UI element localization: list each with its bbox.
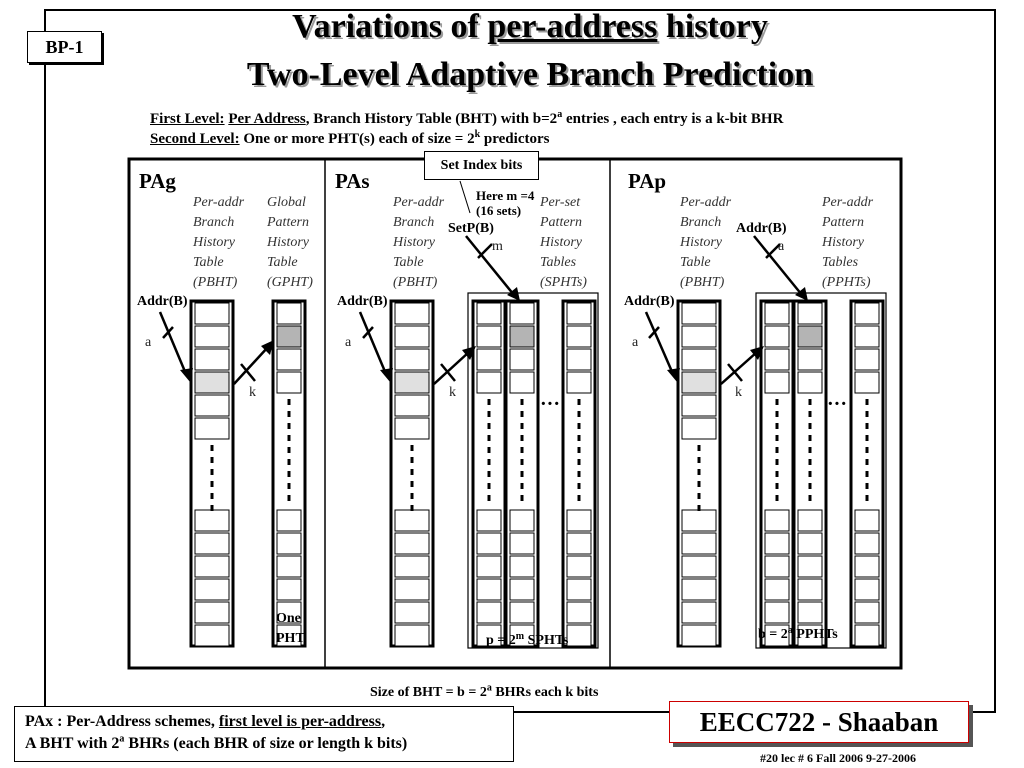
pap-addr2-label: Addr(B) bbox=[736, 221, 787, 236]
table-cell bbox=[682, 579, 716, 600]
table-cell bbox=[798, 579, 822, 600]
ellipsis-dot bbox=[776, 483, 779, 489]
pag-bottom-label-2: PHT bbox=[276, 631, 305, 646]
table-cell bbox=[798, 510, 822, 531]
table-cell bbox=[682, 303, 716, 324]
table-cell bbox=[855, 326, 879, 347]
ellipsis-dot bbox=[578, 435, 581, 441]
pas-tables-ellipsis: ··· bbox=[540, 393, 561, 415]
table-cell bbox=[765, 579, 789, 600]
ellipsis-dot bbox=[488, 447, 491, 453]
ellipsis-dot bbox=[288, 471, 291, 477]
title-part: Variations of bbox=[292, 8, 488, 45]
ellipsis-dot bbox=[578, 447, 581, 453]
pap-ppht-label-1: Per-addr bbox=[822, 195, 874, 210]
table-cell bbox=[567, 372, 591, 393]
table-cell bbox=[510, 602, 534, 623]
ellipsis-dot bbox=[698, 469, 701, 475]
table-cell bbox=[567, 625, 591, 646]
pas-pbht-label-2: Branch bbox=[393, 215, 435, 230]
per-address-label: Per Address bbox=[228, 111, 306, 127]
table-cell bbox=[855, 625, 879, 646]
pas-setp-strike bbox=[478, 244, 492, 258]
pas-spht-label-1: Per-set bbox=[540, 195, 581, 210]
table-cell bbox=[855, 372, 879, 393]
table-cell bbox=[277, 372, 301, 393]
table-cell bbox=[195, 303, 229, 324]
pap-bottom-pre: b = 2 bbox=[758, 627, 788, 642]
ellipsis-dot bbox=[776, 423, 779, 429]
table-cell bbox=[798, 349, 822, 370]
table-cell bbox=[395, 372, 429, 393]
ellipsis-dot bbox=[809, 435, 812, 441]
pag-pbht-label-3: History bbox=[193, 235, 235, 250]
table-cell bbox=[510, 349, 534, 370]
desc-text: predictors bbox=[480, 131, 550, 147]
pas-m-label: m bbox=[492, 239, 503, 254]
ellipsis-dot bbox=[288, 423, 291, 429]
table-cell bbox=[567, 510, 591, 531]
table-cell bbox=[395, 510, 429, 531]
ellipsis-dot bbox=[866, 435, 869, 441]
ellipsis-dot bbox=[809, 423, 812, 429]
here-note-line-2: (16 sets) bbox=[476, 203, 522, 218]
ellipsis-dot bbox=[578, 483, 581, 489]
ellipsis-dot bbox=[866, 495, 869, 501]
pag-pbht-label-1: Per-addr bbox=[193, 195, 245, 210]
table-cell bbox=[195, 349, 229, 370]
table-cell bbox=[855, 510, 879, 531]
table-cell bbox=[682, 395, 716, 416]
table-cell bbox=[567, 303, 591, 324]
pap-a2-label: a bbox=[778, 239, 785, 254]
pas-k-label: k bbox=[449, 385, 456, 400]
table-cell bbox=[277, 556, 301, 577]
ellipsis-dot bbox=[866, 471, 869, 477]
course-label: EECC722 - Shaaban bbox=[669, 701, 969, 743]
table-cell bbox=[395, 625, 429, 646]
pag-pbht-table bbox=[191, 301, 233, 646]
pap-pbht-label-2: Branch bbox=[680, 215, 722, 230]
title-part: history bbox=[657, 8, 768, 45]
pas-addr-label: Addr(B) bbox=[337, 294, 388, 309]
table-cell bbox=[395, 602, 429, 623]
table-cell bbox=[195, 579, 229, 600]
caption-text: Size of BHT = b = 2 bbox=[370, 685, 487, 700]
ellipsis-dot bbox=[488, 495, 491, 501]
table-cell bbox=[277, 579, 301, 600]
table-cell bbox=[682, 326, 716, 347]
ellipsis-dot bbox=[411, 493, 414, 499]
slide-footer: #20 lec # 6 Fall 2006 9-27-2006 bbox=[760, 751, 916, 765]
pag-k-arrow bbox=[234, 347, 268, 384]
pap-ppht-table-1 bbox=[761, 301, 793, 646]
ellipsis-dot bbox=[521, 435, 524, 441]
ellipsis-dot bbox=[288, 411, 291, 417]
ellipsis-dot bbox=[866, 447, 869, 453]
ellipsis-dot bbox=[411, 469, 414, 475]
ellipsis-dot bbox=[411, 457, 414, 463]
ellipsis-dot bbox=[776, 459, 779, 465]
pax-underlined: first level is per-address bbox=[218, 713, 382, 730]
pag-bottom-label-1: One bbox=[276, 611, 301, 626]
pas-spht-label-2: Pattern bbox=[540, 215, 582, 230]
table-cell bbox=[682, 510, 716, 531]
ellipsis-dot bbox=[866, 459, 869, 465]
table-cell bbox=[395, 556, 429, 577]
ellipsis-dot bbox=[809, 471, 812, 477]
table-cell bbox=[798, 602, 822, 623]
pas-pbht-label-1: Per-addr bbox=[393, 195, 445, 210]
pax-text: , bbox=[381, 713, 386, 730]
pag-gpht-label-4: Table bbox=[267, 255, 298, 270]
table-cell bbox=[765, 326, 789, 347]
pax-summary-box bbox=[14, 706, 514, 762]
pag-gpht-label-1: Global bbox=[267, 195, 306, 210]
table-cell bbox=[510, 579, 534, 600]
pap-pbht-label-4: Table bbox=[680, 255, 711, 270]
table-cell bbox=[477, 372, 501, 393]
table-cell bbox=[855, 556, 879, 577]
table-cell bbox=[195, 395, 229, 416]
pas-k-arrow bbox=[434, 352, 469, 384]
table-cell bbox=[477, 579, 501, 600]
ellipsis-dot bbox=[698, 481, 701, 487]
ellipsis-dot bbox=[211, 505, 214, 511]
ellipsis-dot bbox=[578, 411, 581, 417]
table-cell bbox=[682, 372, 716, 393]
ellipsis-dot bbox=[809, 411, 812, 417]
pag-gpht-label-3: History bbox=[267, 235, 309, 250]
table-cell bbox=[195, 418, 229, 439]
ellipsis-dot bbox=[866, 399, 869, 405]
table-cell bbox=[195, 533, 229, 554]
ellipsis-dot bbox=[288, 399, 291, 405]
pap-pbht-label-5: (PBHT) bbox=[680, 275, 725, 290]
pax-sup: a bbox=[119, 733, 125, 745]
pas-spht-label-5: (SPHTs) bbox=[540, 275, 587, 290]
table-cell bbox=[277, 326, 301, 347]
pap-bottom-label bbox=[758, 625, 838, 642]
ellipsis-dot bbox=[866, 411, 869, 417]
table-cell bbox=[277, 510, 301, 531]
table-cell bbox=[510, 303, 534, 324]
ellipsis-dot bbox=[698, 445, 701, 451]
ellipsis-dot bbox=[211, 457, 214, 463]
ellipsis-dot bbox=[698, 505, 701, 511]
ellipsis-dot bbox=[288, 459, 291, 465]
table-cell bbox=[277, 533, 301, 554]
table-cell bbox=[798, 303, 822, 324]
table-cell bbox=[510, 533, 534, 554]
pax-text: BHRs (each BHR of size or length k bits) bbox=[124, 735, 408, 752]
ellipsis-dot bbox=[866, 423, 869, 429]
table-cell bbox=[395, 533, 429, 554]
pap-a-label: a bbox=[632, 335, 639, 350]
table-cell bbox=[477, 556, 501, 577]
title-underlined-part: per-address bbox=[487, 8, 658, 45]
table-cell bbox=[395, 579, 429, 600]
pap-bottom-post: PPHTs bbox=[792, 627, 838, 642]
pas-spht-table-1 bbox=[473, 301, 505, 646]
ellipsis-dot bbox=[578, 423, 581, 429]
ellipsis-dot bbox=[488, 483, 491, 489]
table-cell bbox=[510, 372, 534, 393]
ellipsis-dot bbox=[698, 493, 701, 499]
ellipsis-dot bbox=[488, 459, 491, 465]
ellipsis-dot bbox=[411, 445, 414, 451]
table-cell bbox=[195, 602, 229, 623]
ellipsis-dot bbox=[211, 445, 214, 451]
pag-pbht-label-4: Table bbox=[193, 255, 224, 270]
table-cell bbox=[395, 395, 429, 416]
pag-a-label: a bbox=[145, 335, 152, 350]
ellipsis-dot bbox=[776, 435, 779, 441]
table-cell bbox=[682, 349, 716, 370]
pap-pbht-table bbox=[678, 301, 720, 646]
ellipsis-dot bbox=[809, 483, 812, 489]
ellipsis-dot bbox=[866, 483, 869, 489]
table-cell bbox=[567, 556, 591, 577]
pas-bottom-sup: m bbox=[515, 631, 525, 642]
ellipsis-dot bbox=[776, 399, 779, 405]
table-cell bbox=[855, 303, 879, 324]
pas-bottom-pre: p = 2 bbox=[486, 633, 516, 648]
ellipsis-dot bbox=[488, 399, 491, 405]
table-cell bbox=[277, 349, 301, 370]
pag-pbht-label-5: (PBHT) bbox=[193, 275, 238, 290]
table-cell bbox=[765, 372, 789, 393]
table-cell bbox=[477, 510, 501, 531]
ellipsis-dot bbox=[411, 481, 414, 487]
table-cell bbox=[477, 602, 501, 623]
table-cell bbox=[855, 533, 879, 554]
table-cell bbox=[567, 602, 591, 623]
ellipsis-dot bbox=[488, 435, 491, 441]
pax-text: PAx : Per-Address schemes, bbox=[25, 713, 219, 730]
pap-ppht-table-3 bbox=[851, 301, 883, 646]
ellipsis-dot bbox=[776, 411, 779, 417]
pap-ppht-label-3: History bbox=[822, 235, 864, 250]
table-cell bbox=[195, 372, 229, 393]
table-cell bbox=[765, 303, 789, 324]
ellipsis-dot bbox=[288, 495, 291, 501]
pap-ppht-table-2 bbox=[794, 301, 826, 646]
ellipsis-dot bbox=[776, 495, 779, 501]
table-cell bbox=[195, 556, 229, 577]
ellipsis-dot bbox=[288, 483, 291, 489]
ellipsis-dot bbox=[698, 457, 701, 463]
table-cell bbox=[395, 326, 429, 347]
desc-text: , Branch History Table (BHT) with b=2 bbox=[305, 111, 558, 127]
pap-k-label: k bbox=[735, 385, 742, 400]
ellipsis-dot bbox=[211, 469, 214, 475]
slide-badge: BP-1 bbox=[27, 31, 102, 63]
pap-ppht-label-4: Tables bbox=[822, 255, 859, 270]
desc-text: entries , each entry is a k-bit BHR bbox=[562, 111, 784, 127]
caption-sup: a bbox=[486, 682, 492, 694]
pas-spht-label-4: Tables bbox=[540, 255, 577, 270]
ellipsis-dot bbox=[521, 459, 524, 465]
desc-sup: a bbox=[557, 109, 563, 120]
pax-text: A BHT with 2 bbox=[25, 735, 120, 752]
table-cell bbox=[510, 510, 534, 531]
second-level-label: Second Level: bbox=[150, 131, 240, 147]
table-cell bbox=[477, 303, 501, 324]
ellipsis-dot bbox=[521, 411, 524, 417]
table-cell bbox=[567, 579, 591, 600]
table-cell bbox=[477, 326, 501, 347]
ellipsis-dot bbox=[521, 423, 524, 429]
panel-name-pap: PAp bbox=[628, 169, 667, 193]
ellipsis-dot bbox=[809, 447, 812, 453]
table-cell bbox=[798, 556, 822, 577]
table-cell bbox=[477, 533, 501, 554]
pas-bottom-label bbox=[486, 631, 569, 648]
ellipsis-dot bbox=[809, 459, 812, 465]
table-cell bbox=[567, 533, 591, 554]
table-cell bbox=[567, 326, 591, 347]
table-cell bbox=[765, 349, 789, 370]
ellipsis-dot bbox=[288, 447, 291, 453]
table-cell bbox=[682, 418, 716, 439]
table-cell bbox=[195, 625, 229, 646]
pap-addr-arrow bbox=[646, 312, 673, 374]
desc-sup: k bbox=[474, 129, 481, 140]
pap-pbht-label-3: History bbox=[680, 235, 722, 250]
desc-text: One or more PHT(s) each of size = 2 bbox=[239, 131, 475, 147]
first-level-label: First Level: bbox=[150, 111, 225, 127]
table-cell bbox=[682, 533, 716, 554]
pap-ppht-label-2: Pattern bbox=[822, 215, 864, 230]
pap-bottom-sup: a bbox=[787, 625, 793, 636]
pas-a-label: a bbox=[345, 335, 352, 350]
pas-setp-label: SetP(B) bbox=[448, 221, 494, 236]
ellipsis-dot bbox=[211, 493, 214, 499]
pap-tables-ellipsis: ··· bbox=[827, 393, 848, 415]
pap-ppht-label-5: (PPHTs) bbox=[822, 275, 871, 290]
ellipsis-dot bbox=[288, 435, 291, 441]
ellipsis-dot bbox=[578, 495, 581, 501]
table-cell bbox=[682, 625, 716, 646]
pax-line-1 bbox=[25, 711, 503, 733]
table-cell bbox=[855, 579, 879, 600]
pas-spht-table-3 bbox=[563, 301, 595, 646]
ellipsis-dot bbox=[521, 447, 524, 453]
table-cell bbox=[477, 349, 501, 370]
ellipsis-dot bbox=[488, 471, 491, 477]
table-cell bbox=[798, 372, 822, 393]
ellipsis-dot bbox=[578, 471, 581, 477]
ellipsis-dot bbox=[521, 495, 524, 501]
ellipsis-dot bbox=[521, 399, 524, 405]
pas-pbht-table bbox=[391, 301, 433, 646]
pas-bottom-post: SPHTs bbox=[524, 633, 569, 648]
ellipsis-dot bbox=[809, 399, 812, 405]
table-cell bbox=[765, 510, 789, 531]
pag-pbht-label-2: Branch bbox=[193, 215, 235, 230]
table-cell bbox=[798, 533, 822, 554]
table-cell bbox=[567, 349, 591, 370]
pap-pbht-label-1: Per-addr bbox=[680, 195, 732, 210]
table-columns bbox=[191, 301, 883, 646]
table-cell bbox=[765, 602, 789, 623]
table-cell bbox=[682, 602, 716, 623]
pag-addr-arrow bbox=[160, 312, 186, 374]
table-cell bbox=[395, 303, 429, 324]
table-cell bbox=[195, 510, 229, 531]
pax-line-2 bbox=[25, 733, 503, 755]
pag-gpht-label-2: Pattern bbox=[267, 215, 309, 230]
ellipsis-dot bbox=[521, 471, 524, 477]
ellipsis-dot bbox=[578, 459, 581, 465]
table-cell bbox=[395, 418, 429, 439]
table-cell bbox=[682, 556, 716, 577]
set-index-bits-callout: Set Index bits bbox=[424, 151, 539, 180]
pas-spht-label-3: History bbox=[540, 235, 582, 250]
bht-size-caption bbox=[370, 682, 599, 701]
title-line-2: Two-Level Adaptive Branch Prediction bbox=[246, 56, 814, 93]
ellipsis-dot bbox=[776, 471, 779, 477]
ellipsis-dot bbox=[578, 399, 581, 405]
table-cell bbox=[395, 349, 429, 370]
table-cell bbox=[765, 533, 789, 554]
pag-k-label: k bbox=[249, 385, 256, 400]
ellipsis-dot bbox=[776, 447, 779, 453]
pag-gpht-table bbox=[273, 301, 305, 646]
caption-text: BHRs each k bits bbox=[491, 685, 599, 700]
ellipsis-dot bbox=[521, 483, 524, 489]
table-cell bbox=[855, 602, 879, 623]
set-index-pointer bbox=[460, 181, 470, 213]
table-cell bbox=[510, 556, 534, 577]
panel-name-pas: PAs bbox=[335, 169, 370, 193]
pag-addr-label: Addr(B) bbox=[137, 294, 188, 309]
table-cell bbox=[798, 326, 822, 347]
ellipsis-dot bbox=[411, 505, 414, 511]
ellipsis-dot bbox=[211, 481, 214, 487]
pas-pbht-label-4: Table bbox=[393, 255, 424, 270]
here-note-line-1: Here m =4 bbox=[476, 188, 535, 203]
pag-gpht-label-5: (GPHT) bbox=[267, 275, 313, 290]
table-cell bbox=[855, 349, 879, 370]
pas-pbht-label-3: History bbox=[393, 235, 435, 250]
panel-name-pag: PAg bbox=[139, 169, 176, 193]
ellipsis-dot bbox=[809, 495, 812, 501]
ellipsis-dot bbox=[488, 423, 491, 429]
table-cell bbox=[510, 326, 534, 347]
table-cell bbox=[195, 326, 229, 347]
table-cell bbox=[277, 303, 301, 324]
ellipsis-dot bbox=[488, 411, 491, 417]
pas-pbht-label-5: (PBHT) bbox=[393, 275, 438, 290]
pas-addr-arrow bbox=[360, 312, 386, 374]
pap-addr-label: Addr(B) bbox=[624, 294, 675, 309]
table-cell bbox=[765, 556, 789, 577]
pas-spht-table-2 bbox=[506, 301, 538, 646]
